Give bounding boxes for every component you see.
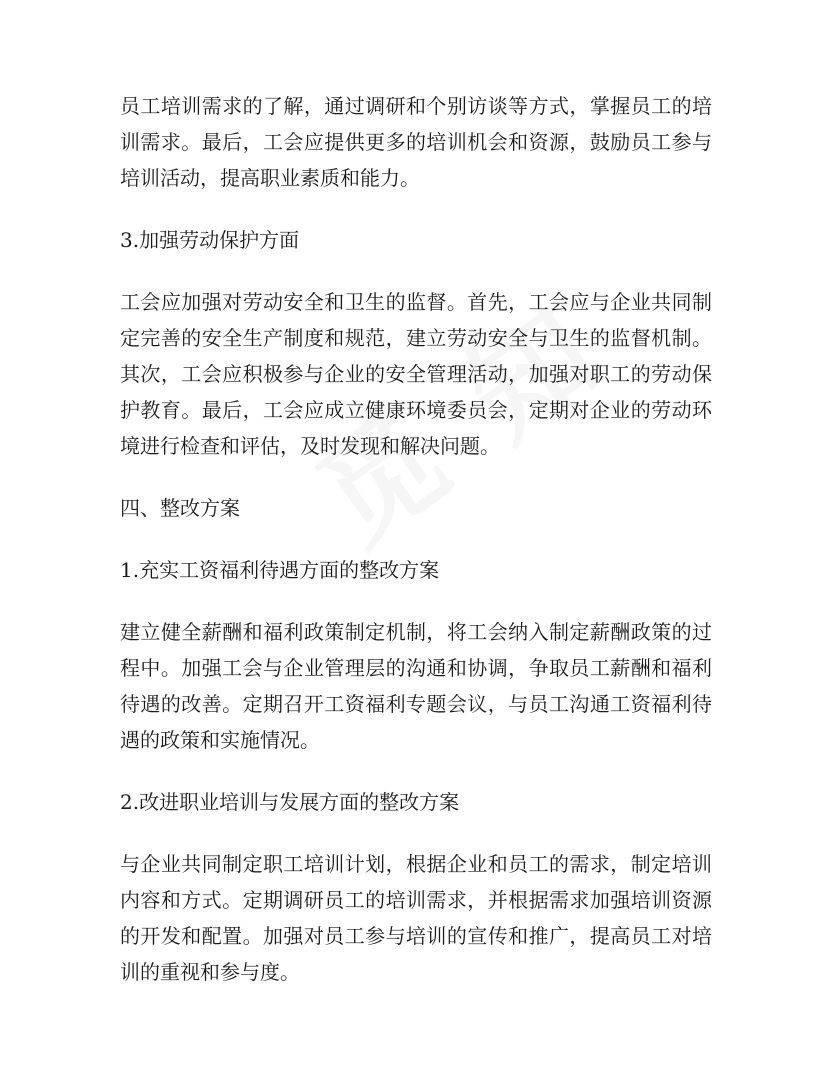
paragraph-training-development-plan: 与企业共同制定职工培训计划，根据企业和员工的需求，制定培训内容和方式。定期调研员工的培训需求，并根据需求加强培训资源的开发和配置。加强对员工参与培训的宣传和推广，提高员工对培训的重视和参与度。	[120, 852, 712, 984]
document-content	[120, 88, 712, 1016]
paragraph-training-needs: 员工培训需求的了解，通过调研和个别访谈等方式，掌握员工的培训需求。最后，工会应提供更多的培训机会和资源，鼓励员工参与培训活动，提高职业素质和能力。	[120, 94, 712, 190]
heading-labor-protection: 3.加强劳动保护方面	[120, 228, 300, 252]
paragraph-wage-welfare-plan: 建立健全薪酬和福利政策制定机制，将工会纳入制定薪酬政策的过程中。加强工会与企业管理层的沟通和协调，争取员工薪酬和福利待遇的改善。定期召开工资福利专题会议，与员工沟通工资福利待遇的政策和实施情况。	[120, 620, 712, 752]
paragraph-labor-protection: 工会应加强对劳动安全和卫生的监督。首先，工会应与企业共同制定完善的安全生产制度和规范，建立劳动安全与卫生的监督机制。其次，工会应积极参与企业的安全管理活动，加强对职工的劳动保护教育。最后，工会应成立健康环境委员会，定期对企业的劳动环境进行检查和评估，及时发现和解决问题。	[120, 290, 712, 458]
heading-rectification-plan: 四、整改方案	[120, 496, 240, 520]
heading-training-development-plan: 2.改进职业培训与发展方面的整改方案	[120, 790, 460, 814]
heading-wage-welfare-plan: 1.充实工资福利待遇方面的整改方案	[120, 558, 440, 582]
